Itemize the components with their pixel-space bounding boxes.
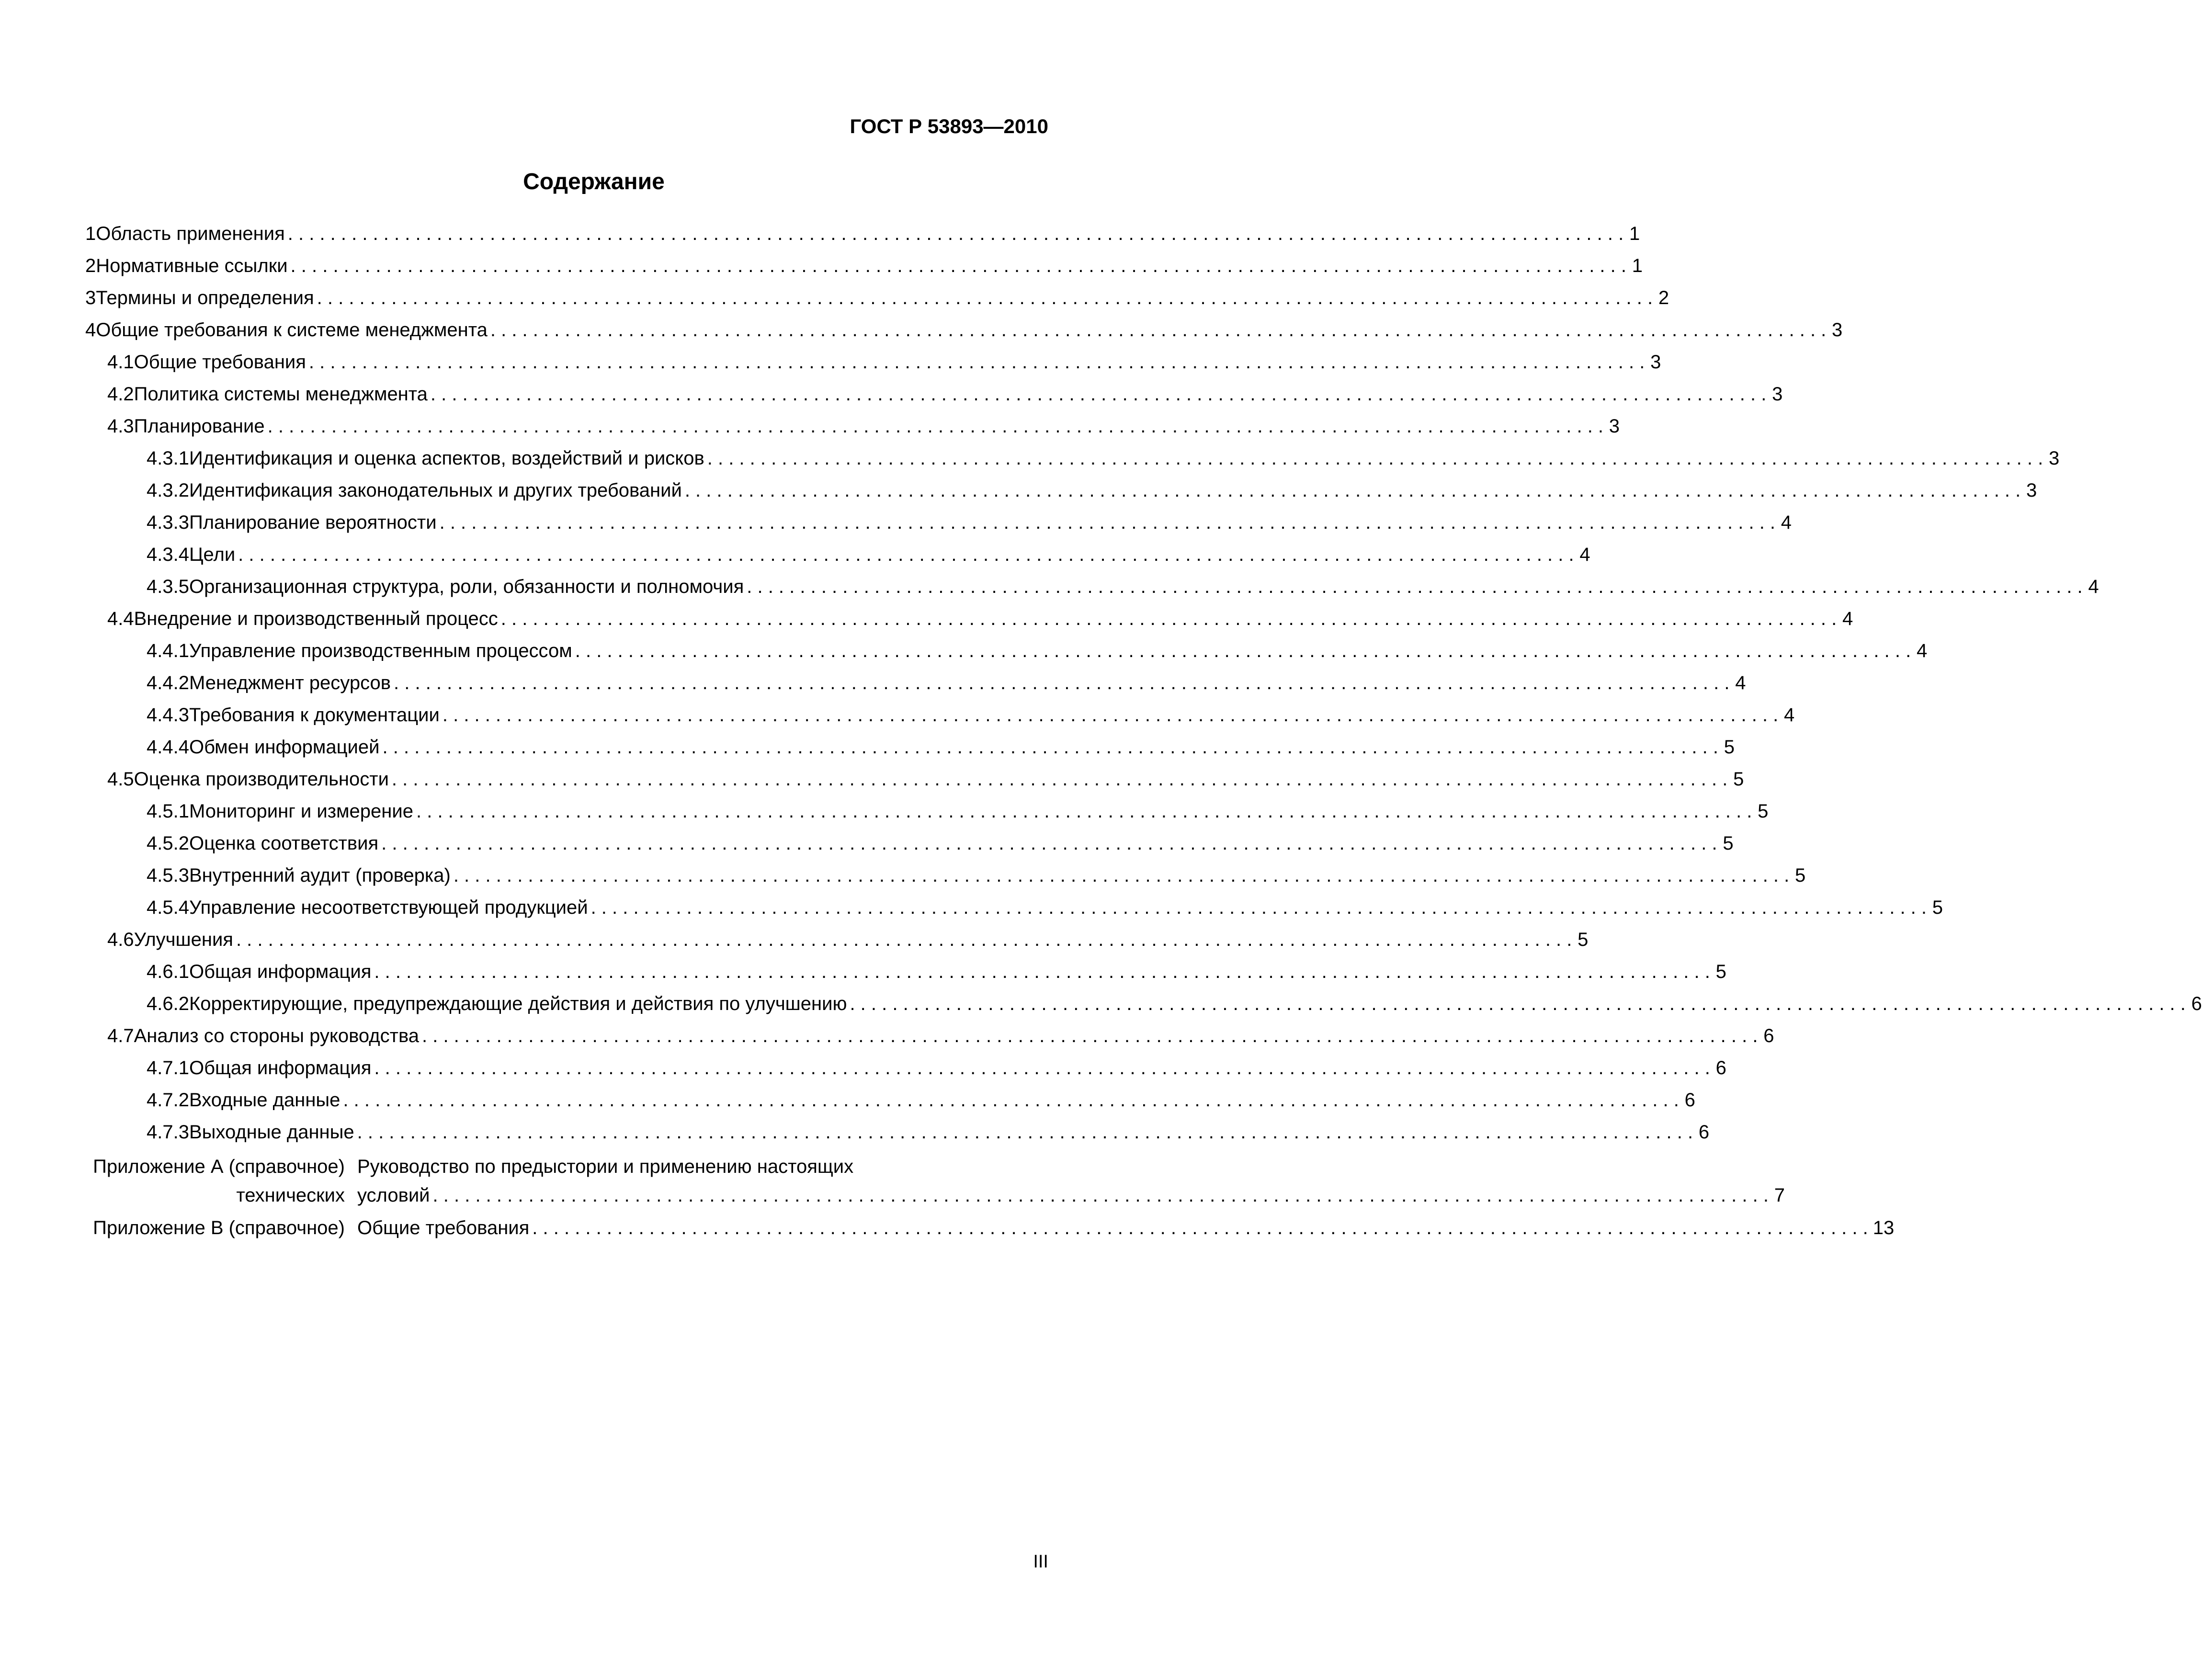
toc-entry[interactable] [85,892,1943,924]
toc-entry[interactable] [85,699,1795,731]
toc-entry-page: 4 [1784,704,1795,726]
toc-entry[interactable] [85,603,1853,635]
appendix-a-page: 7 [1774,1185,1785,1206]
appendix-a-prefix: Приложение А (справочное) [93,1156,345,1177]
toc-entry-number: 4.4.1 [147,640,189,661]
toc-entry-number: 4.6 [107,929,134,950]
toc-entry-page: 5 [1932,897,1943,918]
toc-entry-number: 4.3.2 [147,480,189,501]
toc-entry-label: Идентификация законодательных и других требований [189,480,682,501]
toc-entry-page: 6 [1698,1122,1710,1143]
toc-entry-number: 4.4 [107,608,134,629]
dot-leader [422,1020,1758,1052]
toc-entry-page: 2 [1658,287,1669,308]
toc-entry-number: 4.2 [107,384,134,405]
toc-entry-number: 3 [85,287,96,308]
toc-entry-label: Анализ со стороны руководства [134,1025,419,1046]
toc-entry-label: Идентификация и оценка аспектов, воздействий и рисков [189,448,704,469]
toc-entry-number: 4.4.4 [147,737,189,758]
toc-entry-number: 4.3.5 [147,576,189,597]
toc-entry-label: Область применения [96,223,285,244]
dot-leader [490,314,1826,346]
toc-entry-label: Управление производственным процессом [189,640,572,661]
dot-leader [501,603,1837,635]
toc-entry[interactable] [85,443,2060,475]
toc-entry-page: 4 [1842,608,1853,629]
toc-entry-number: 4.3.4 [147,544,189,565]
toc-entry-page: 1 [1629,223,1640,244]
toc-entry-number: 4.5 [107,769,134,790]
toc-entry[interactable] [85,475,2037,507]
toc-entry-number: 4.5.1 [147,801,189,822]
dot-leader [591,892,1927,924]
toc-entry[interactable] [85,250,1643,282]
toc-entry[interactable] [85,571,2099,603]
dot-leader [575,635,1911,667]
toc-entry-label: Внедрение и производственный процесс [134,608,498,629]
toc-entry-label: Общие требования к системе менеджмента [96,319,488,341]
toc-entry-number: 4.3.1 [147,448,189,469]
toc-entry-number: 4.5.2 [147,833,189,854]
toc-entry-label: Политика системы менеджмента [134,384,428,405]
toc-entry-page: 5 [1758,801,1769,822]
toc-entry-label: Термины и определения [96,287,314,308]
toc-entry[interactable] [85,378,1783,410]
dot-leader [236,924,1572,956]
toc-entry[interactable] [85,828,1734,860]
toc-entry-number: 4 [85,319,96,341]
toc-entry[interactable] [85,1084,1695,1116]
toc-entry-number: 4.7.2 [147,1090,189,1111]
toc-entry-label: Оценка производительности [134,769,389,790]
toc-entry[interactable] [85,314,1843,346]
dot-leader [685,475,2020,507]
toc-entry-page: 6 [2191,993,2202,1014]
dot-leader [268,410,1603,443]
toc-entry-label: Входные данные [189,1090,341,1111]
toc-entry-label: Организационная структура, роли, обязанности и полномочия [189,576,744,597]
toc-entry-page: 1 [1632,255,1643,276]
appendix-a-title-line1: Руководство по предыстории и применению настоящих [357,1156,854,1177]
toc-entry-number: 4.6.1 [147,961,189,982]
toc-entries [85,218,2202,1148]
appendix-a-entry[interactable] [85,1152,1048,1181]
toc-entry-page: 5 [1733,769,1744,790]
dot-leader [343,1084,1679,1116]
toc-entry[interactable] [85,763,1744,795]
dot-leader [440,507,1775,539]
appendix-b-title: Общие требования [357,1217,530,1238]
toc-entry-page: 3 [1832,319,1843,341]
toc-entry-page: 3 [1609,416,1620,437]
dot-leader [850,988,2185,1020]
toc-entry-label: Общая информация [189,961,372,982]
dot-leader [532,1214,1868,1242]
appendix-a-title-line2b: условий [357,1185,430,1206]
toc-entry-number: 4.5.3 [147,865,189,886]
toc-entry[interactable] [85,507,1792,539]
appendix-b-prefix: Приложение В (справочное) [93,1217,345,1238]
toc-entry-label: Менеджмент ресурсов [189,672,391,693]
dot-leader [238,539,1574,571]
toc-entry-page: 5 [1578,929,1589,950]
toc-entry-label: Требования к документации [189,704,440,726]
toc-entry[interactable] [85,346,1661,378]
toc-entry-label: Корректирующие, предупреждающие действия и действия по улучшению [189,993,847,1014]
dot-leader [309,346,1645,378]
toc-entry-label: Нормативные ссылки [96,255,288,276]
toc-entry-page: 4 [1781,512,1792,533]
toc-entry-label: Мониторинг и измерение [189,801,413,822]
toc-entry-label: Общие требования [134,352,306,373]
dot-leader [707,443,2043,475]
dot-leader [392,763,1727,795]
toc-entry[interactable] [85,956,1726,988]
toc-entry[interactable] [85,1116,1710,1148]
toc-entry-number: 2 [85,255,96,276]
dot-leader [357,1116,1693,1148]
appendix-a-title-line2a: технических [236,1185,345,1206]
toc-entry[interactable] [85,924,1589,956]
toc-entry[interactable] [85,860,1806,892]
toc-entry-number: 4.7 [107,1025,134,1046]
toc-entry-label: Планирование вероятности [189,512,437,533]
toc-entry-label: Улучшения [134,929,233,950]
dot-leader [416,795,1752,828]
toc-entry[interactable] [85,1020,1774,1052]
toc-entry-number: 4.4.2 [147,672,189,693]
toc-entry[interactable] [85,218,1640,250]
dot-leader [381,828,1717,860]
appendix-b-page: 13 [1873,1217,1895,1238]
toc-entry-page: 3 [2026,480,2037,501]
toc-entry-label: Планирование [134,416,265,437]
toc-entry[interactable] [85,282,1669,314]
toc-entry-page: 5 [1795,865,1806,886]
toc-entry-label: Общая информация [189,1057,372,1078]
toc-entry-number: 4.7.1 [147,1057,189,1078]
dot-leader [443,699,1778,731]
dot-leader [374,1052,1710,1084]
toc-entry-label: Управление несоответствующей продукцией [189,897,588,918]
toc-entry-page: 4 [1735,672,1746,693]
toc-entry-label: Выходные данные [189,1122,354,1143]
dot-leader [383,731,1718,763]
toc-entry[interactable] [85,795,1769,828]
toc-entry[interactable] [85,1052,1726,1084]
toc-entry-number: 4.3.3 [147,512,189,533]
toc-entry-number: 4.4.3 [147,704,189,726]
toc-entry-page: 3 [1772,384,1783,405]
toc-entry-label: Цели [189,544,236,565]
toc-entry-page: 4 [2088,576,2099,597]
dot-leader [454,860,1789,892]
toc-entry-number: 4.7.3 [147,1122,189,1143]
dot-leader [433,1181,1769,1210]
toc-entry-label: Оценка соответствия [189,833,379,854]
dot-leader [394,667,1729,699]
toc-entry-number: 1 [85,223,96,244]
toc-entry-number: 4.1 [107,352,134,373]
toc-entry-number: 4.5.4 [147,897,189,918]
page-title: Содержание [523,169,665,194]
toc-entry-page: 5 [1723,833,1734,854]
toc-entry-page: 5 [1724,737,1735,758]
toc-entry[interactable] [85,667,1746,699]
toc-entry-page: 3 [1650,352,1661,373]
toc-entry-number: 4.6.2 [147,993,189,1014]
toc-entry[interactable] [85,988,2202,1020]
dot-leader [291,250,1626,282]
appendix-a-entry-continuation [85,1181,1785,1210]
toc-entry-page: 3 [2048,448,2060,469]
page-number: III [1033,1552,1048,1572]
toc-entry-page: 6 [1684,1090,1695,1111]
toc-entry-label: Обмен информацией [189,737,380,758]
appendix-b-entry[interactable] [85,1214,1895,1242]
toc-entry-page: 6 [1715,1057,1726,1078]
dot-leader [374,956,1710,988]
toc-entry[interactable] [85,410,1620,443]
toc-entry-page: 4 [1916,640,1928,661]
toc-entry-page: 4 [1579,544,1590,565]
toc-entry[interactable] [85,539,1590,571]
toc-entry-page: 5 [1715,961,1726,982]
toc-entry-label: Внутренний аудит (проверка) [189,865,451,886]
dot-leader [288,218,1623,250]
document-code: ГОСТ Р 53893—2010 [850,115,1048,137]
table-of-contents [85,218,2202,1242]
dot-leader [431,378,1766,410]
dot-leader [747,571,2082,603]
toc-entry-page: 6 [1763,1025,1774,1046]
toc-entry[interactable] [85,731,1735,763]
toc-entry[interactable] [85,635,1928,667]
toc-entry-number: 4.3 [107,416,134,437]
dot-leader [317,282,1653,314]
